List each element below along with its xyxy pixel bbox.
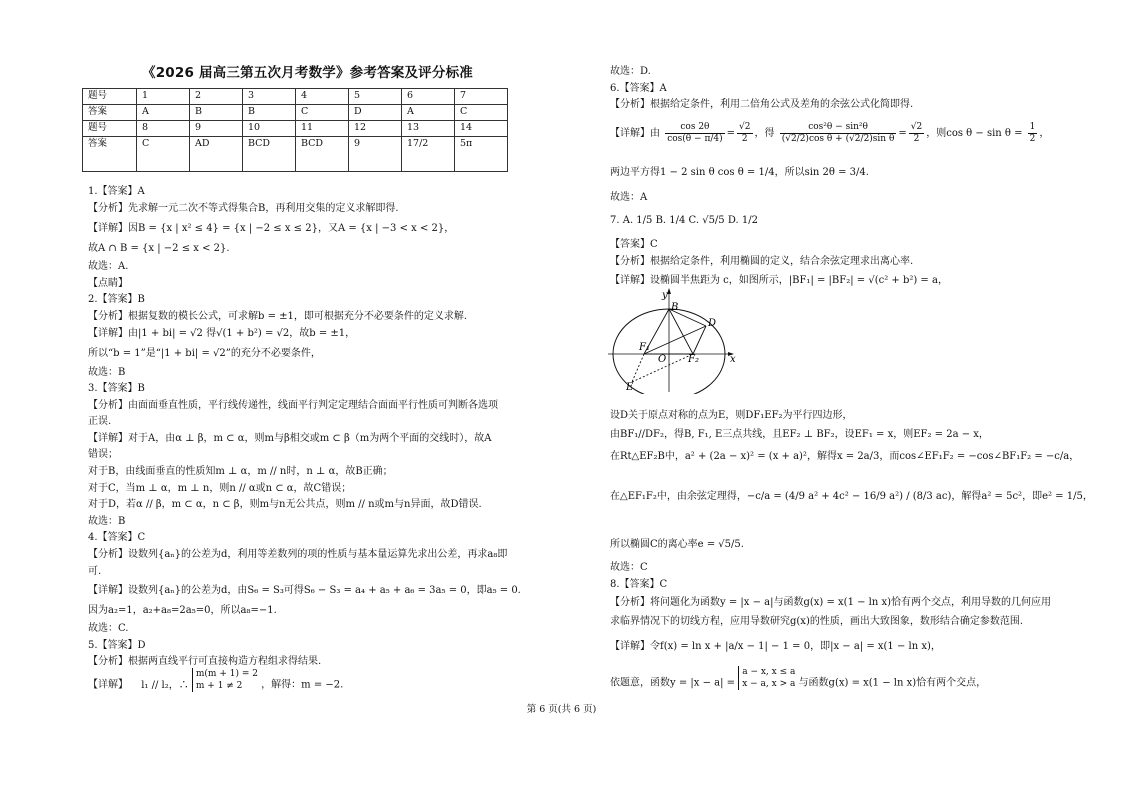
triangle-bf1f2 [644,309,693,354]
q3-option-b: 对于B，由线面垂直的性质知m ⊥ α，m // n时，n ⊥ α，故B正确； [88,466,393,477]
q8-analysis: 【分析】将问题化为函数y = |x − a|与函数g(x) = x(1 − ln x)恰有两个交点，利用导数的几何应用 [610,597,1052,608]
answer-table-cell: 5 [349,89,402,105]
q3-detail: 【详解】对于A，由α ⊥ β，m ⊂ α，则m与β相交或m ⊂ β（m为两个平面的交线时），故A [88,433,492,444]
answer-table-cell: C [296,105,349,121]
q5-detail-cond: l₁ // l₂，∴ [141,679,189,691]
answer-table-row [83,137,508,172]
q6-mid: ，得 [754,128,775,139]
q2-answer: 2.【答案】B [88,294,145,305]
answer-table-row [83,89,508,105]
label-f1: F₁ [639,342,650,353]
q4-detail: 【详解】设数列{aₙ}的公差为d，由S₆ = S₃可得S₆ − S₃ = a₄ + a₅ + a₆ = 3a₅ = 0，即a₅ = 0. [88,585,521,596]
q6-answer: 6.【答案】A [610,83,667,94]
answer-table-cell: 13 [402,121,455,137]
q5-choose: 故选：D. [610,66,651,77]
answer-table [82,88,508,172]
q2-analysis: 【分析】根据复数的模长公式，可求解b = ±1，即可根据充分不必要条件的定义求解. [88,311,468,322]
q4-analysis-cont: 可. [88,566,102,577]
answer-table-header-cell: 题号 [83,89,137,105]
q8-detail: 【详解】令f(x) = ln x + |a/x − 1| − 1 = 0，即|x − a| = x(1 − ln x)， [610,641,941,652]
q6-value [737,122,752,145]
q8-answer: 8.【答案】C [610,579,668,590]
q7-symmetry: 设D关于原点对称的点为E，则DF₁EF₂为平行四边形， [610,410,853,421]
q4-answer: 4.【答案】C [88,532,146,543]
q5-system-eq1: m(m + 1) = 2 [195,669,258,679]
q5-system-eq2: m + 1 ≠ 2 [195,681,243,691]
q3-analysis: 【分析】由面面垂直性质，平行线传递性，线面平行判定定理结合面面平行性质可判断各选项 [88,400,498,411]
answer-table-cell: 10 [243,121,296,137]
answer-table-cell: B [243,105,296,121]
q6-fraction-2 [780,122,897,145]
q1-answer: 1.【答案】A [88,186,145,197]
q4-choose: 故选：C. [88,623,129,634]
q5-detail [88,669,344,692]
q5-answer: 5.【答案】D [88,640,146,651]
q3-choose: 故选：B [88,516,126,527]
answer-table-cell: A [402,105,455,121]
q8-line-pre: 依题意，函数y = |x − a| = [610,677,736,689]
segment-df1 [644,326,706,354]
answer-table-cell: A [137,105,190,121]
q1-analysis: 【分析】先求解一元二次不等式得集合B，再利用交集的定义求解即得. [88,203,399,214]
answer-table-cell: 7 [455,89,508,105]
q8-cases [738,666,795,690]
answer-table-cell: 6 [402,89,455,105]
answer-table-cell: 1 [137,89,190,105]
q6-value-2 [909,122,924,145]
q5-detail-result: ，解得：m = −2. [261,679,344,691]
answer-table-header-cell: 答案 [83,137,137,172]
q8-case-2: x − a, x > a [742,679,796,689]
label-d: D [708,318,717,329]
q6-half-num: 1 [1029,122,1036,132]
answer-table-cell: 9 [190,121,243,137]
answer-table-cell: 17/2 [402,137,455,172]
q4-analysis: 【分析】设数列{aₙ}的公差为d，利用等差数列的项的性质与基本量运算先求出公差，再求a₈即 [88,549,508,560]
q5-system [192,668,258,692]
q1-detail: 【详解】因B = {x | x² ≤ 4} = {x | −2 ≤ x ≤ 2}，又A = {x | −3 < x < 2}， [88,223,455,234]
q1-line3: 故A ∩ B = {x | −2 ≤ x < 2}. [88,243,230,254]
label-f2: F₂ [688,354,699,365]
answer-table-cell: C [137,137,190,172]
answer-table-cell: 2 [190,89,243,105]
q7-choose: 故选：C [610,562,648,573]
q6-value-den: 2 [741,134,748,144]
q7-detail: 【详解】设椭圆半焦距为 c，如图所示，|BF₁| = |BF₂| = √(c² + b²) = a， [610,275,948,286]
q3-detail-cont: 错误； [88,449,118,460]
label-e: E [626,382,634,393]
segment-f1e [632,354,644,382]
answer-table-header-cell: 题号 [83,121,137,137]
answer-table-cell: C [455,105,508,121]
answer-table-cell: 12 [349,121,402,137]
q6-tail: ，则cos θ − sin θ = [926,128,1023,139]
q7-right-triangle: 在Rt△EF₂B中，a² + (2a − x)² = (x + a)²，解得x = 2a/3，而cos∠EF₁F₂ = −cos∠BF₁F₂ = −c/a， [610,451,1080,462]
q3-analysis-cont: 正误. [88,416,112,427]
q6-choose: 故选：A [610,192,648,203]
page-title: 《2026 届高三第五次月考数学》参考答案及评分标准 [142,65,473,81]
q6-fraction-1-num: cos 2θ [665,122,724,134]
q7-analysis: 【分析】根据给定条件，利用椭圆的定义，结合余弦定理求出离心率. [610,256,914,267]
answer-table-cell: 11 [296,121,349,137]
answer-table-cell: 4 [296,89,349,105]
q1-comment: 【点睛】 [88,278,128,289]
answer-table-cell: 8 [137,121,190,137]
q7-eccentricity: 所以椭圆C的离心率e = √5/5. [610,539,744,550]
answer-table-cell: BCD [243,137,296,172]
answer-table-row [83,121,508,137]
q8-piecewise [610,667,987,690]
q3-option-c: 对于C，当m ⊥ α，m ⊥ n，则n // α或n ⊂ α，故C错误； [88,483,352,494]
q8-analysis-cont: 求临界情况下的切线方程，应用导数研究g(x)的性质，画出大致图象，数形结合确定参数范围. [610,616,1024,627]
answer-table-cell: BCD [296,137,349,172]
q6-value-num: √2 [739,122,751,132]
label-y: y [662,290,668,301]
answer-table-cell: AD [190,137,243,172]
q6-fraction-2-den: (√2/2)cos θ + (√2/2)sin θ [781,134,895,144]
answer-table-cell: B [190,105,243,121]
q8-case-1: a − x, x ≤ a [742,667,796,677]
q6-fraction-1-den: cos(θ − π/4) [667,134,723,144]
q6-fraction-2-num: cos²θ − sin²θ [780,122,897,134]
ellipse-figure [608,286,743,394]
q7-answer: 【答案】C [610,239,658,250]
q7-cosine-law: 在△EF₁F₂中，由余弦定理得，−c/a = (4/9 a² + 4c² − 16/9 a²) / (8/3 ac)，解得a² = 5c²，即e² = 1/5， [610,491,1093,502]
q5-detail-prefix: 【详解】 [88,679,128,691]
q7-collinear: 由BF₁//DF₂，得B, F₁, E三点共线，且EF₂ ⊥ BF₂，设EF₁ = x，则EF₂ = 2a − x， [610,429,989,440]
q6-detail-prefix: 【详解】由 [610,128,660,139]
answer-table-cell: 5π [455,137,508,172]
q7-options: 7. A. 1/5 B. 1/4 C. √5/5 D. 1/2 [610,215,758,226]
q6-half-den: 2 [1029,134,1036,144]
answer-table-row [83,105,508,121]
q6-value-2-den: 2 [913,134,920,144]
q6-line2: 两边平方得1 − 2 sin θ cos θ = 1/4，所以sin 2θ = 3/4. [610,167,869,178]
q2-line3: 所以“b = 1”是“|1 + bi| = √2”的充分不必要条件， [88,348,321,359]
answer-table-cell: 14 [455,121,508,137]
q8-line-post: 与函数g(x) = x(1 − ln x)恰有两个交点， [798,677,987,689]
q3-option-d: 对于D，若α // β，m ⊂ α，n ⊂ β，则m与n无公共点，则m // n或m与n异面，故D错误. [88,499,482,510]
q6-value-2-num: √2 [910,122,923,132]
segment-df2 [693,326,706,354]
q3-answer: 3.【答案】B [88,383,145,394]
label-o: O [658,354,667,365]
answer-table-header-cell: 答案 [83,105,137,121]
q1-choose: 故选：A. [88,261,129,272]
q5-analysis: 【分析】根据两直线平行可直接构造方程组求得结果. [88,656,322,667]
q6-fraction-1 [665,122,724,145]
answer-table-cell: 3 [243,89,296,105]
q2-choose: 故选：B [88,367,126,378]
q2-detail: 【详解】由|1 + bi| = √2 得√(1 + b²) = √2，故b = ±1， [88,328,356,339]
answer-table-cell: D [349,105,402,121]
label-x: x [730,354,736,365]
q4-line3: 因为a₂=1，a₂+a₈=2a₅=0，所以a₈=−1. [88,605,277,616]
label-b: B [671,302,679,313]
q6-detail: 【详解】由 $\frac{\cos 2\theta}{\cos(\theta - \pi/4)}$ = $\frac{√2}{2}$ ，得 $\frac{\text{cos²θ − sin²θ}}{\text{(√2/2)cos θ + (√2/2)sin θ}}$ = $\frac{√2}{2}$ ，则cos θ − sin θ = $\frac{1}{2}$ ， [610,122,1050,144]
q6-half [1028,122,1038,145]
answer-table-cell: 9 [349,137,402,172]
q6-analysis: 【分析】根据给定条件，利用二倍角公式及差角的余弦公式化简即得. [610,99,914,110]
page-footer: 第 6 页(共 6 页) [526,704,597,715]
